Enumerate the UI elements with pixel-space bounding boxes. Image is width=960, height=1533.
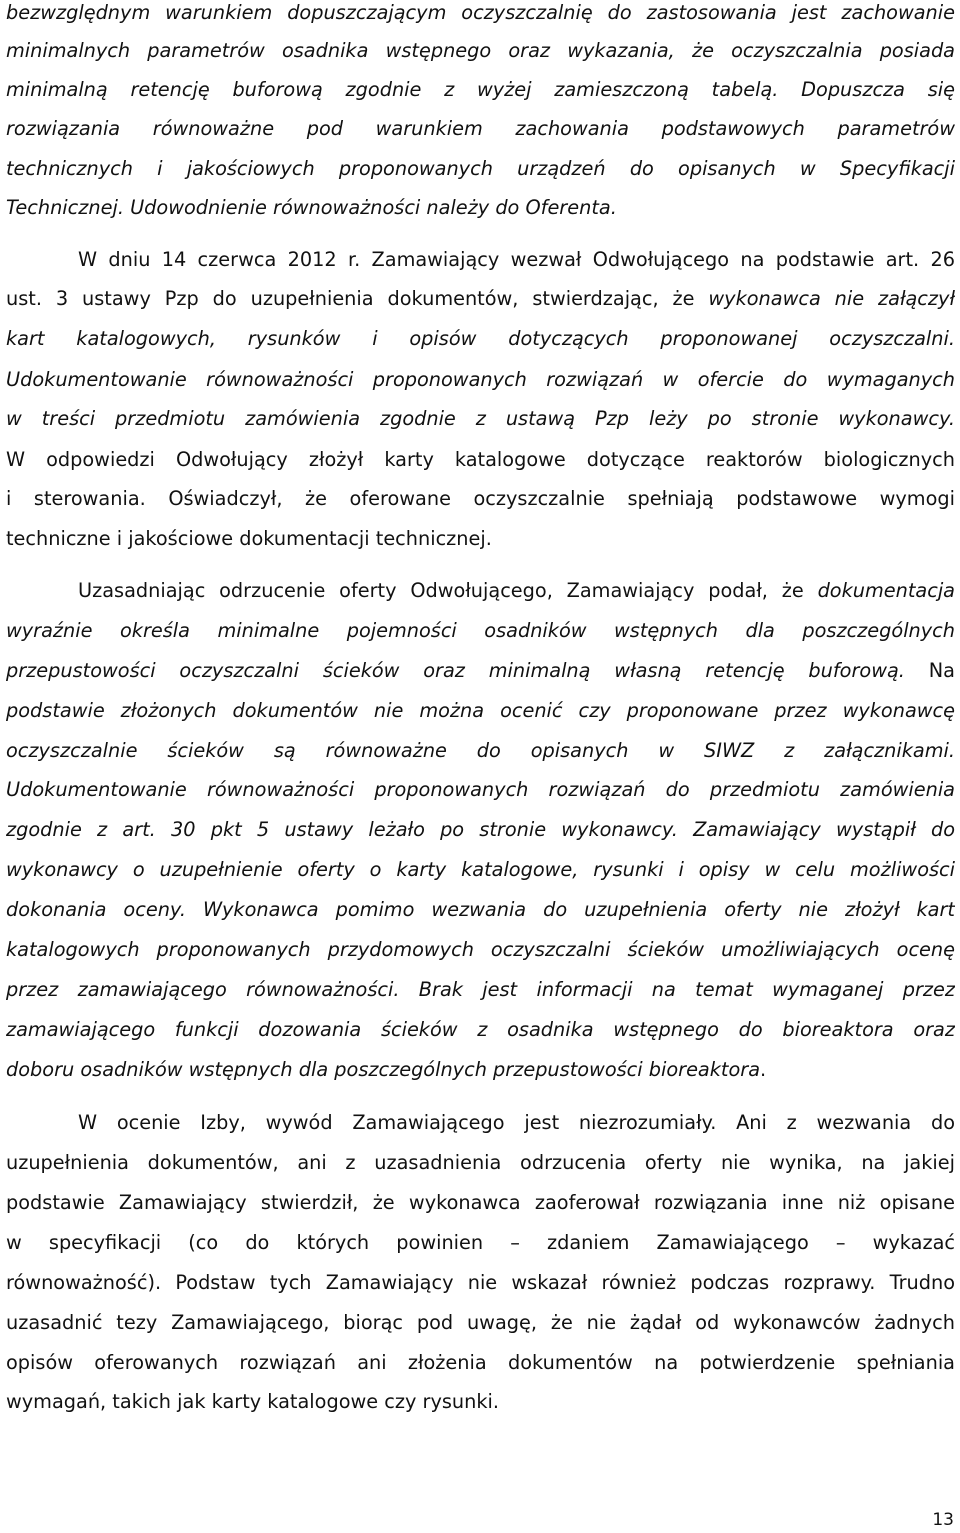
text-line: przez zamawiającego równoważności. Brak jest informacji na temat wymaganej przez bbox=[6, 978, 955, 1001]
text-line: wyraźnie określa minimalne pojemności osadników wstępnych dla poszczególnych bbox=[6, 619, 955, 642]
text-line: równoważność). Podstaw tych Zamawiający nie wskazał również podczas rozprawy. Trudno bbox=[6, 1271, 955, 1294]
text-line: W odpowiedzi Odwołujący złożył karty katalogowe dotyczące reaktorów biologicznych bbox=[6, 448, 955, 471]
text-line: minimalną retencję buforową zgodnie z wyżej zamieszczoną tabelą. Dopuszcza się bbox=[6, 78, 955, 101]
text-line: dokonania oceny. Wykonawca pomimo wezwania do uzupełnienia oferty nie złożył kart bbox=[6, 898, 955, 921]
text-line: Udokumentowanie równoważności proponowanych rozwiązań do przedmiotu zamówienia bbox=[6, 778, 955, 801]
text-line: Technicznej. Udowodnienie równoważności należy do Oferenta. bbox=[6, 196, 617, 219]
text-segment: Na bbox=[904, 659, 955, 682]
text-line: opisów oferowanych rozwiązań ani złożenia dokumentów na potwierdzenie spełniania bbox=[6, 1351, 955, 1374]
page-number: 13 bbox=[932, 1510, 954, 1530]
text-line: zamawiającego funkcji dozowania ścieków z osadnika wstępnego do bioreaktora oraz bbox=[6, 1018, 955, 1041]
text-segment: . bbox=[760, 1058, 767, 1081]
text-line: w specyfikacji (co do których powinien – zdaniem Zamawiającego – wykazać bbox=[6, 1231, 955, 1254]
text-line bbox=[6, 1057, 955, 1083]
quoted-text-segment: przepustowości oczyszczalni ścieków oraz minimalną własną retencję buforową. bbox=[6, 659, 905, 682]
text-line: minimalnych parametrów osadnika wstępnego oraz wykazania, że oczyszczalnia posiada bbox=[6, 39, 955, 62]
text-line: podstawie Zamawiający stwierdził, że wykonawca zaoferował rozwiązania inne niż opisane bbox=[6, 1191, 955, 1214]
text-line: bezwzględnym warunkiem dopuszczającym oczyszczalnię do zastosowania jest zachowanie bbox=[6, 1, 955, 24]
text-line: kart katalogowych, rysunków i opisów dotyczących proponowanej oczyszczalni. bbox=[6, 327, 955, 350]
text-line: wykonawcy o uzupełnienie oferty o karty katalogowe, rysunki i opisy w celu możliwości bbox=[6, 858, 955, 881]
quoted-text-segment: dokumentacja bbox=[817, 579, 955, 602]
text-line: uzasadnić tezy Zamawiającego, biorąc pod uwagę, że nie żądał od wykonawców żadnych bbox=[6, 1311, 955, 1334]
text-line: i sterowania. Oświadczył, że oferowane oczyszczalnie spełniają podstawowe wymogi bbox=[6, 487, 955, 510]
text-line bbox=[6, 286, 955, 312]
text-line: w treści przedmiotu zamówienia zgodnie z ustawą Pzp leży po stronie wykonawcy. bbox=[6, 407, 955, 430]
text-line: W ocenie Izby, wywód Zamawiającego jest niezrozumiały. Ani z wezwania do bbox=[78, 1111, 955, 1134]
text-line: rozwiązania równoważne pod warunkiem zachowania podstawowych parametrów bbox=[6, 117, 955, 140]
text-segment: ust. 3 ustawy Pzp do uzupełnienia dokumentów, stwierdzając, że bbox=[6, 287, 709, 310]
text-line: technicznych i jakościowych proponowanych urządzeń do opisanych w Specyfikacji bbox=[6, 157, 955, 180]
text-line: Udokumentowanie równoważności proponowanych rozwiązań w ofercie do wymaganych bbox=[6, 368, 955, 391]
text-line: podstawie złożonych dokumentów nie można ocenić czy proponowane przez wykonawcę bbox=[6, 699, 955, 722]
text-line: W dniu 14 czerwca 2012 r. Zamawiający wezwał Odwołującego na podstawie art. 26 bbox=[78, 248, 955, 271]
text-line: wymagań, takich jak karty katalogowe czy rysunki. bbox=[6, 1390, 499, 1413]
text-line: techniczne i jakościowe dokumentacji technicznej. bbox=[6, 527, 492, 550]
text-line: uzupełnienia dokumentów, ani z uzasadnienia odrzucenia oferty nie wynika, na jakiej bbox=[6, 1151, 955, 1174]
text-line: zgodnie z art. 30 pkt 5 ustawy leżało po stronie wykonawcy. Zamawiający wystąpił do bbox=[6, 818, 955, 841]
quoted-text-segment: wykonawca nie załączył bbox=[708, 287, 955, 310]
text-line bbox=[6, 658, 955, 684]
quoted-text-segment: doboru osadników wstępnych dla poszczególnych przepustowości bioreaktora bbox=[6, 1058, 761, 1081]
text-line: oczyszczalnie ścieków są równoważne do opisanych w SIWZ z załącznikami. bbox=[6, 739, 955, 762]
text-line: katalogowych proponowanych przydomowych oczyszczalni ścieków umożliwiających ocenę bbox=[6, 938, 955, 961]
text-line bbox=[78, 578, 955, 604]
text-segment: Uzasadniając odrzucenie oferty Odwołującego, Zamawiający podał, że bbox=[78, 579, 818, 602]
